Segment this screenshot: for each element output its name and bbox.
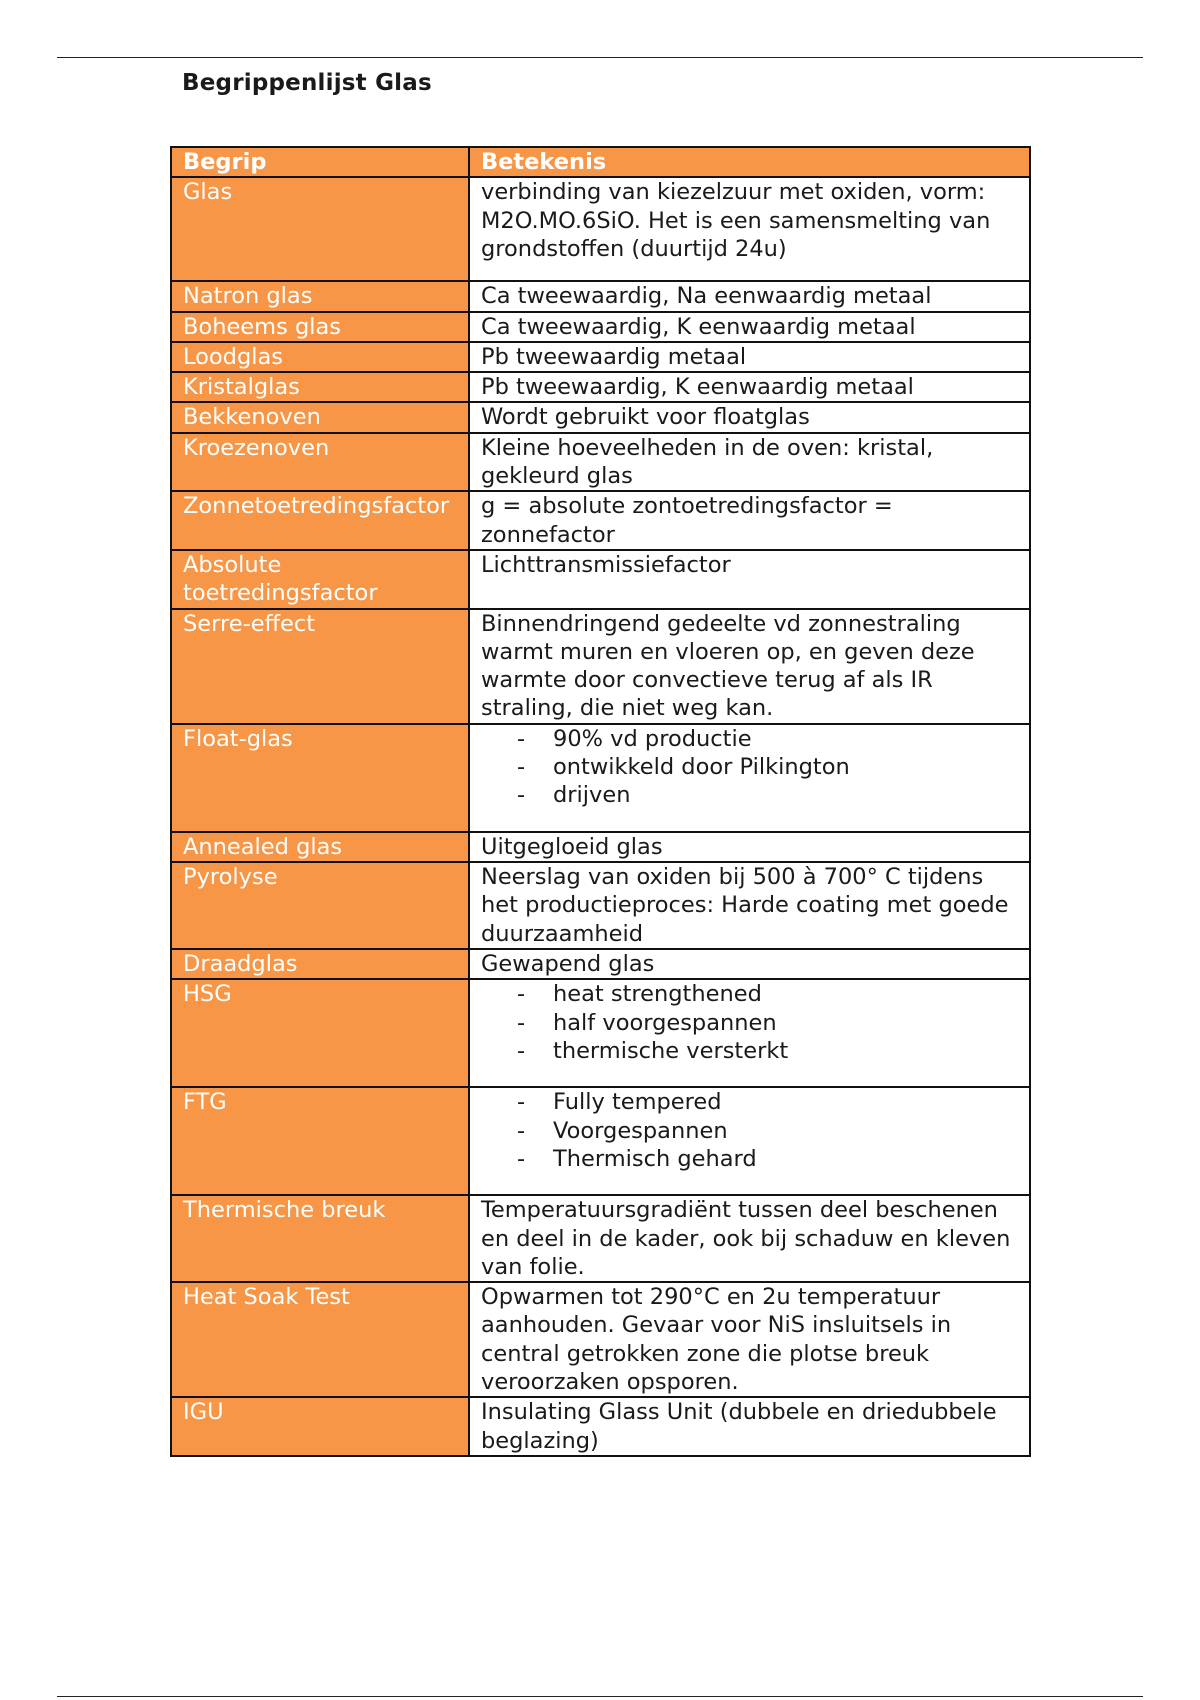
definition-cell: Ca tweewaardig, Na eenwaardig metaal xyxy=(469,281,1030,311)
term-cell: Pyrolyse xyxy=(171,862,469,949)
term-cell: Serre-effect xyxy=(171,609,469,724)
table-row xyxy=(171,979,1030,1087)
definition-cell: Pb tweewaardig, K eenwaardig metaal xyxy=(469,372,1030,402)
table-row xyxy=(171,550,1030,609)
term-cell: Natron glas xyxy=(171,281,469,311)
table-row xyxy=(171,433,1030,492)
definition-cell: g = absolute zontoetredingsfactor = zonnefactor xyxy=(469,491,1030,550)
glossary-table xyxy=(170,146,1031,1457)
definition-cell: Binnendringend gedeelte vd zonnestraling warmt muren en vloeren op, en geven deze warmte door convectieve terug af als IR straling, die niet weg kan. xyxy=(469,609,1030,724)
table-row xyxy=(171,949,1030,979)
term-cell: Thermische breuk xyxy=(171,1195,469,1282)
term-cell: IGU xyxy=(171,1397,469,1456)
term-cell: Kristalglas xyxy=(171,372,469,402)
term-cell: Boheems glas xyxy=(171,312,469,342)
term-cell: Float-glas xyxy=(171,724,469,832)
definition-cell: Kleine hoeveelheden in de oven: kristal, gekleurd glas xyxy=(469,433,1030,492)
term-cell: HSG xyxy=(171,979,469,1087)
definition-cell: Uitgegloeid glas xyxy=(469,832,1030,862)
table-row xyxy=(171,1397,1030,1456)
bullet-list xyxy=(481,1088,1019,1173)
table-row xyxy=(171,491,1030,550)
table-row xyxy=(171,342,1030,372)
definition-cell xyxy=(469,979,1030,1087)
table-header-row xyxy=(171,147,1030,177)
definition-cell: Temperatuursgradiënt tussen deel beschenen en deel in de kader, ook bij schaduw en kleven van folie. xyxy=(469,1195,1030,1282)
table-row xyxy=(171,402,1030,432)
table-row xyxy=(171,609,1030,724)
table-row xyxy=(171,724,1030,832)
term-cell: Annealed glas xyxy=(171,832,469,862)
bullet-item: - Thermisch gehard xyxy=(481,1145,1019,1173)
table-row xyxy=(171,177,1030,281)
definition-cell: verbinding van kiezelzuur met oxiden, vorm: M2O.MO.6SiO. Het is een samensmelting van grondstoffen (duurtijd 24u) xyxy=(469,177,1030,281)
definition-cell: Lichttransmissiefactor xyxy=(469,550,1030,609)
bullet-item: - Voorgespannen xyxy=(481,1117,1019,1145)
term-cell: Glas xyxy=(171,177,469,281)
term-cell: Kroezenoven xyxy=(171,433,469,492)
bottom-rule xyxy=(57,1696,1143,1697)
term-cell: Loodglas xyxy=(171,342,469,372)
bullet-list xyxy=(481,725,1019,810)
table-row xyxy=(171,372,1030,402)
term-cell: Heat Soak Test xyxy=(171,1282,469,1397)
bullet-list xyxy=(481,980,1019,1065)
definition-cell: Ca tweewaardig, K eenwaardig metaal xyxy=(469,312,1030,342)
column-header-term: Begrip xyxy=(171,147,469,177)
definition-cell xyxy=(469,1087,1030,1195)
bullet-item: - heat strengthened xyxy=(481,980,1019,1008)
top-rule xyxy=(57,57,1143,58)
column-header-meaning: Betekenis xyxy=(469,147,1030,177)
table-row xyxy=(171,862,1030,949)
bullet-item: - drijven xyxy=(481,781,1019,809)
definition-cell xyxy=(469,724,1030,832)
table-row xyxy=(171,1282,1030,1397)
term-cell: Zonnetoetredingsfactor xyxy=(171,491,469,550)
definition-cell: Pb tweewaardig metaal xyxy=(469,342,1030,372)
definition-cell: Insulating Glass Unit (dubbele en driedubbele beglazing) xyxy=(469,1397,1030,1456)
table-row xyxy=(171,1087,1030,1195)
bullet-item: - Fully tempered xyxy=(481,1088,1019,1116)
table-row xyxy=(171,832,1030,862)
term-cell: Absolute toetredingsfactor xyxy=(171,550,469,609)
term-cell: Draadglas xyxy=(171,949,469,979)
table-row xyxy=(171,281,1030,311)
bullet-item: - ontwikkeld door Pilkington xyxy=(481,753,1019,781)
bullet-item: - thermische versterkt xyxy=(481,1037,1019,1065)
definition-cell: Opwarmen tot 290°C en 2u temperatuur aanhouden. Gevaar voor NiS insluitsels in central getrokken zone die plotse breuk veroorzaken opsporen. xyxy=(469,1282,1030,1397)
bullet-item: - half voorgespannen xyxy=(481,1009,1019,1037)
term-cell: FTG xyxy=(171,1087,469,1195)
table-row xyxy=(171,312,1030,342)
definition-cell: Wordt gebruikt voor floatglas xyxy=(469,402,1030,432)
definition-cell: Gewapend glas xyxy=(469,949,1030,979)
table-row xyxy=(171,1195,1030,1282)
definition-cell: Neerslag van oxiden bij 500 à 700° C tijdens het productieproces: Harde coating met goede duurzaamheid xyxy=(469,862,1030,949)
term-cell: Bekkenoven xyxy=(171,402,469,432)
page-title: Begrippenlijst Glas xyxy=(182,70,432,96)
bullet-item: - 90% vd productie xyxy=(481,725,1019,753)
